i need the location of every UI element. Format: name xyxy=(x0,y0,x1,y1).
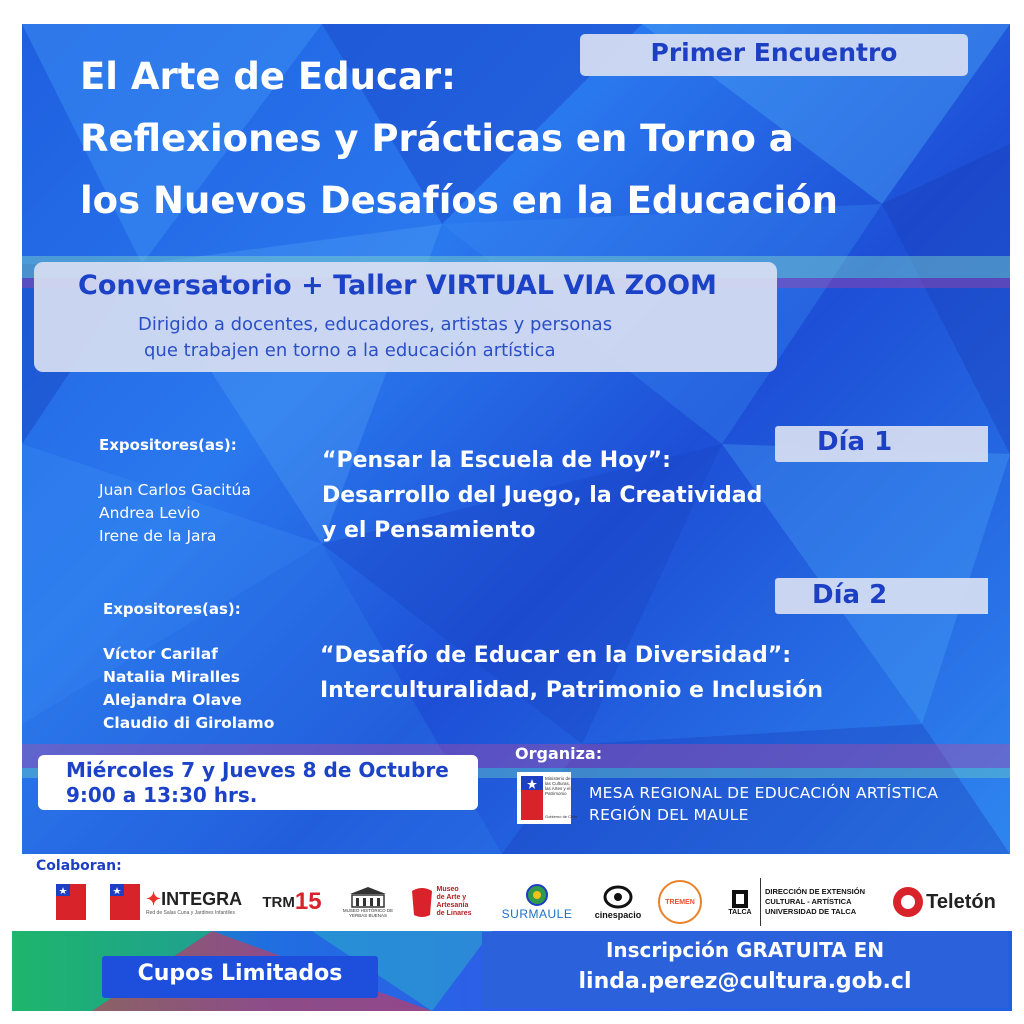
speaker: Víctor Carilaf xyxy=(103,645,218,663)
encuentro-label: Primer Encuentro xyxy=(650,38,898,67)
integra-sub: Red de Salas Cuna y Jardines Infantiles xyxy=(146,909,235,916)
trm-number: 15 xyxy=(294,888,322,915)
integra-logo xyxy=(146,878,242,926)
dia2-speakers xyxy=(103,643,274,735)
title-line-3: los Nuevos Desafíos en la Educación xyxy=(80,179,838,222)
speaker: Irene de la Jara xyxy=(99,527,217,545)
talk-line: Desarrollo del Juego, la Creatividad xyxy=(322,483,763,508)
gobierno-text: Gobierno de Chile xyxy=(545,814,578,819)
dia1-label: Día 1 xyxy=(817,427,893,457)
speaker: Natalia Miralles xyxy=(103,668,240,686)
integra-text: ✦INTEGRA xyxy=(146,888,243,909)
globe-icon xyxy=(524,883,550,907)
utalca-logo xyxy=(720,878,760,926)
ministerio-line: Patrimonio xyxy=(545,791,567,796)
building-icon xyxy=(348,886,388,908)
talk-line: “Pensar la Escuela de Hoy”: xyxy=(322,448,671,473)
sponsor-logos xyxy=(0,878,1024,928)
teleton-logo xyxy=(884,878,1004,926)
conversatorio-subtitle xyxy=(138,312,612,364)
ministerio-line: las Artes y el xyxy=(545,786,571,791)
conversatorio-title: Conversatorio + Taller VIRTUAL VIA ZOOM xyxy=(78,270,717,301)
schedule-time: 9:00 a 13:30 hrs. xyxy=(66,783,258,807)
schedule-date: Miércoles 7 y Jueves 8 de Octubre xyxy=(66,758,449,782)
speaker: Claudio di Girolamo xyxy=(103,714,275,732)
museo-arte-text: Museo de Arte y Artesanía de Linares xyxy=(436,886,472,917)
trm-logo xyxy=(262,878,322,926)
gobierno-chile-logo-2 xyxy=(108,878,142,926)
utalca-mark-icon xyxy=(731,889,749,909)
cupos-label: Cupos Limitados xyxy=(137,961,343,986)
dia2-label: Día 2 xyxy=(812,580,888,610)
talca-text: TALCA xyxy=(728,908,752,916)
teleton-mark-icon xyxy=(892,886,924,918)
colaboran-label: Colaboran: xyxy=(36,858,122,874)
ministerio-logo xyxy=(517,772,578,824)
museo-historico-text: MUSEO HISTÓRICO DE YERBAS BUENAS xyxy=(342,908,394,918)
dia1-speakers xyxy=(99,479,251,548)
ministerio-line: Ministerio de xyxy=(545,776,571,781)
title-line-2: Reflexiones y Prácticas en Torno a xyxy=(80,117,794,160)
surmaule-text: SURMAULE xyxy=(501,907,573,921)
organizer-name xyxy=(589,782,938,826)
subtitle-line-1: Dirigido a docentes, educadores, artistas y personas xyxy=(138,314,613,335)
dia2-expositores-label: Expositores(as): xyxy=(103,600,241,618)
dia1-talk xyxy=(322,443,762,548)
dia1-expositores-label: Expositores(as): xyxy=(99,436,237,454)
gobierno-chile-logo-1 xyxy=(52,878,90,926)
extension-logo xyxy=(760,878,876,926)
speaker: Andrea Levio xyxy=(99,504,201,522)
trm-text: TRM xyxy=(262,893,295,911)
title-line-1: El Arte de Educar: xyxy=(80,55,456,98)
cinespacio-logo xyxy=(590,878,646,926)
tremen-logo xyxy=(656,878,704,926)
integra-mark-icon: ✦ xyxy=(146,888,162,909)
museo-historico-logo xyxy=(336,878,400,926)
talk-line: y el Pensamiento xyxy=(322,518,536,543)
subtitle-line-2: que trabajen en torno a la educación artística xyxy=(144,340,556,361)
speaker: Juan Carlos Gacitúa xyxy=(99,481,251,499)
teleton-text: Teletón xyxy=(926,890,996,913)
talk-line: Interculturalidad, Patrimonio e Inclusión xyxy=(320,678,824,703)
museo-arte-mark-icon xyxy=(410,885,434,919)
organiza-label: Organiza: xyxy=(515,744,603,763)
inscripcion-email[interactable]: linda.perez@cultura.gob.cl xyxy=(578,969,912,994)
talk-line: “Desafío de Educar en la Diversidad”: xyxy=(320,643,792,668)
surmaule-logo xyxy=(492,878,582,926)
museo-arte-logo xyxy=(410,878,472,926)
mesa-line-2: REGIÓN DEL MAULE xyxy=(589,806,749,824)
page-title xyxy=(80,46,838,232)
ministerio-line: las Culturas, xyxy=(545,781,571,786)
eye-icon xyxy=(603,884,633,910)
speaker: Alejandra Olave xyxy=(103,691,242,709)
inscripcion-label: Inscripción GRATUITA EN xyxy=(605,938,885,962)
ministerio-text xyxy=(545,776,571,796)
schedule xyxy=(66,758,449,808)
dia2-talk xyxy=(320,638,823,708)
tremen-text: TREMEN xyxy=(658,880,702,924)
cinespacio-text: cinespacio xyxy=(594,910,642,920)
extension-text: DIRECCIÓN DE EXTENSIÓN CULTURAL - ARTÍSTICA UNIVERSIDAD DE TALCA xyxy=(765,887,866,916)
mesa-line-1: MESA REGIONAL DE EDUCACIÓN ARTÍSTICA xyxy=(589,784,939,802)
